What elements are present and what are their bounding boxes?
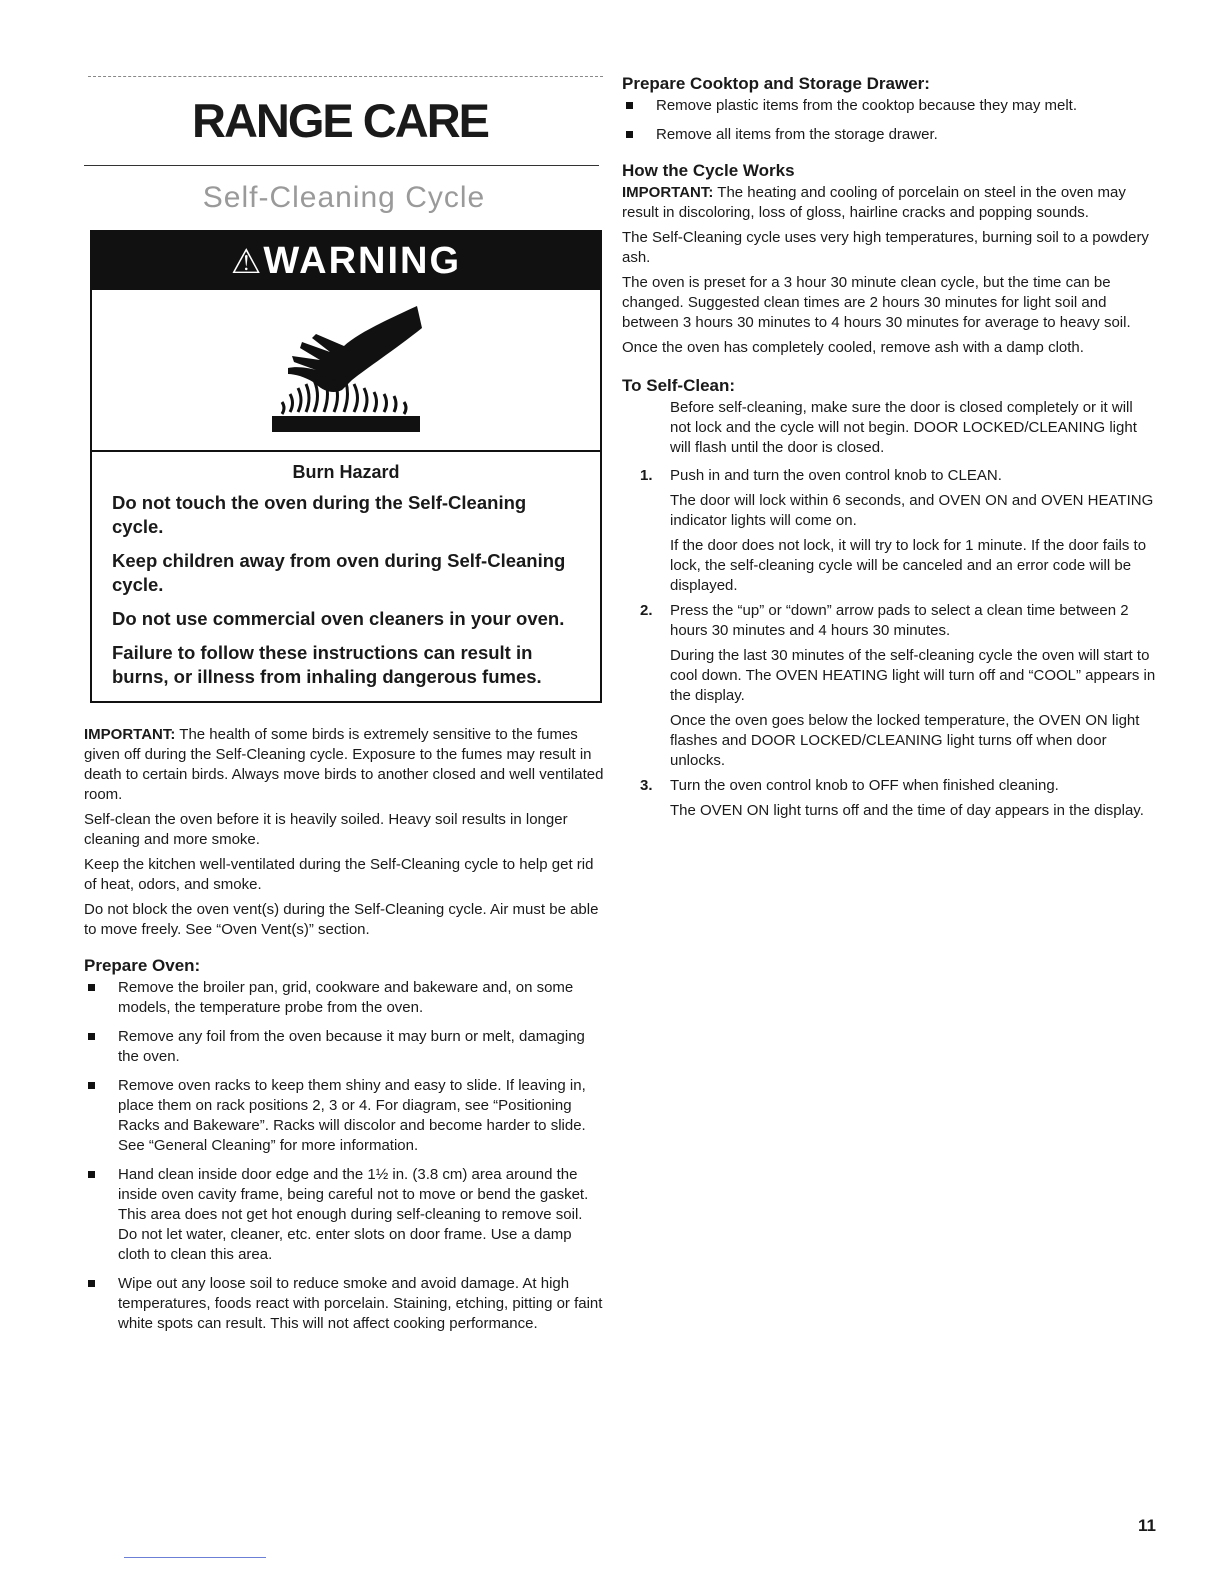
list-item-text: Remove plastic items from the cooktop because they may melt. xyxy=(656,97,1078,114)
how-cycle-works-heading: How the Cycle Works xyxy=(622,161,795,180)
section-title: Self-Cleaning Cycle xyxy=(202,181,486,214)
important-label: IMPORTANT: xyxy=(622,184,714,201)
important-text: The heating and cooling of porcelain on steel in the oven may result in discoloring, loss of gloss, hairline cracks and popping sounds. xyxy=(622,184,1126,221)
title-rule xyxy=(84,165,599,166)
body-paragraph: Do not block the oven vent(s) during the Self-Cleaning cycle. Air must be able to move freely. See “Oven Vent(s)” section. xyxy=(84,901,599,938)
list-item xyxy=(622,96,1157,116)
list-item xyxy=(84,1027,604,1067)
prepare-cooktop-list xyxy=(622,96,1157,145)
list-item xyxy=(622,125,1157,145)
bullet-icon xyxy=(88,1082,95,1089)
step-number: 2. xyxy=(640,602,653,619)
top-rule xyxy=(88,76,603,77)
hazard-name: Burn Hazard xyxy=(292,462,400,482)
important-block xyxy=(84,725,604,940)
body-paragraph: Keep the kitchen well-ventilated during the Self-Cleaning cycle to help get rid of heat, odors, and smoke. xyxy=(84,856,594,893)
list-item-text: Hand clean inside door edge and the 1½ in. (3.8 cm) area around the inside oven cavity frame, being careful not to move or bend the gasket. This area does not get hot enough during self-cleaning to remove soil. Do not let water, cleaner, etc. enter slots on door frame. Use a damp cloth to clean this area. xyxy=(118,1166,589,1263)
hand-over-heat-icon xyxy=(272,298,422,433)
step-text: During the last 30 minutes of the self-cleaning cycle the oven will start to cool down. The OVEN HEATING light will turn off and “COOL” appears in the display. xyxy=(670,647,1156,704)
warning-message: Keep children away from oven during Self-Cleaning cycle. xyxy=(112,550,566,595)
prepare-cooktop-heading: Prepare Cooktop and Storage Drawer: xyxy=(622,74,930,93)
step-text: The OVEN ON light turns off and the time of day appears in the display. xyxy=(670,802,1144,819)
list-item-text: Remove the broiler pan, grid, cookware and bakeware and, on some models, the temperature probe from the oven. xyxy=(118,979,574,1016)
step-number: 3. xyxy=(640,777,653,794)
bullet-icon xyxy=(88,1171,95,1178)
warning-message: Do not use commercial oven cleaners in your oven. xyxy=(112,608,565,629)
warning-message: Failure to follow these instructions can result in burns, or illness from inhaling dangerous fumes. xyxy=(112,642,542,687)
bottom-rule xyxy=(124,1557,266,1558)
bullet-icon xyxy=(88,984,95,991)
to-self-clean-heading: To Self-Clean: xyxy=(622,376,736,395)
to-self-clean-intro: Before self-cleaning, make sure the door is closed completely or it will not lock and the cycle will not begin. DOOR LOCKED/CLEANING light will flash until the door is closed. xyxy=(670,399,1137,456)
list-item-text: Remove oven racks to keep them shiny and easy to slide. If leaving in, place them on rack positions 2, 3 or 4. For diagram, see “Positioning Racks and Bakeware”. Racks will discolor and become harder to slide. See “General Cleaning” for more information. xyxy=(118,1077,586,1154)
warning-pictogram xyxy=(92,290,600,452)
prepare-oven-heading: Prepare Oven: xyxy=(84,956,201,975)
step-list xyxy=(622,466,1157,821)
step-item xyxy=(622,776,1157,821)
warning-triangle-icon: ⚠ xyxy=(230,243,264,281)
right-column xyxy=(622,74,1157,826)
warning-header xyxy=(92,232,600,290)
step-text: Push in and turn the oven control knob to CLEAN. xyxy=(670,467,1002,484)
step-item xyxy=(622,466,1157,596)
important-paragraph xyxy=(84,725,604,805)
warning-message: Do not touch the oven during the Self-Cleaning cycle. xyxy=(112,492,527,537)
list-item xyxy=(84,1076,604,1156)
step-text: The door will lock within 6 seconds, and OVEN ON and OVEN HEATING indicator lights will come on. xyxy=(670,492,1154,529)
important-paragraph xyxy=(622,183,1157,223)
body-paragraph: The Self-Cleaning cycle uses very high temperatures, burning soil to a powdery ash. xyxy=(622,229,1149,266)
bullet-icon xyxy=(88,1280,95,1287)
body-paragraph: Once the oven has completely cooled, remove ash with a damp cloth. xyxy=(622,339,1084,356)
step-number: 1. xyxy=(640,467,653,484)
warning-box xyxy=(90,230,602,703)
step-text: Turn the oven control knob to OFF when finished cleaning. xyxy=(670,777,1059,794)
step-text: Press the “up” or “down” arrow pads to select a clean time between 2 hours 30 minutes and 4 hours 30 minutes. xyxy=(670,602,1129,639)
important-label: IMPORTANT: xyxy=(84,726,176,743)
body-paragraph: The oven is preset for a 3 hour 30 minute clean cycle, but the time can be changed. Suggested clean times are 2 hours 30 minutes for light soil and between 3 hours 30 minutes to 4 hours 30 minutes for average to heavy soil. xyxy=(622,274,1131,331)
list-item-text: Remove all items from the storage drawer. xyxy=(656,126,938,143)
step-item xyxy=(622,601,1157,771)
warning-header-text: WARNING xyxy=(263,240,462,282)
step-text: If the door does not lock, it will try to lock for 1 minute. If the door fails to lock, the self-cleaning cycle will be canceled and an error code will be displayed. xyxy=(670,537,1147,594)
list-item xyxy=(84,1165,604,1265)
bullet-icon xyxy=(626,102,633,109)
bullet-icon xyxy=(88,1033,95,1040)
left-column xyxy=(84,70,604,1343)
page-title: RANGE CARE xyxy=(192,94,488,147)
list-item-text: Remove any foil from the oven because it may burn or melt, damaging the oven. xyxy=(118,1028,585,1065)
list-item-text: Wipe out any loose soil to reduce smoke and avoid damage. At high temperatures, foods react with porcelain. Staining, etching, pitting or faint white spots can result. This will not affect cooking performance. xyxy=(118,1275,603,1332)
list-item xyxy=(84,978,604,1018)
important-text: The health of some birds is extremely sensitive to the fumes given off during the Self-Cleaning cycle. Exposure to the fumes may result in death to certain birds. Always move birds to another closed and well ventilated room. xyxy=(84,726,604,803)
bullet-icon xyxy=(626,131,633,138)
step-text: Once the oven goes below the locked temperature, the OVEN ON light flashes and DOOR LOCKED/CLEANING light turns off when door unlocks. xyxy=(670,712,1140,769)
page-number: 11 xyxy=(1138,1516,1156,1535)
prepare-oven-list xyxy=(84,978,604,1334)
list-item xyxy=(84,1274,604,1334)
body-paragraph: Self-clean the oven before it is heavily soiled. Heavy soil results in longer cleaning and more smoke. xyxy=(84,811,568,848)
